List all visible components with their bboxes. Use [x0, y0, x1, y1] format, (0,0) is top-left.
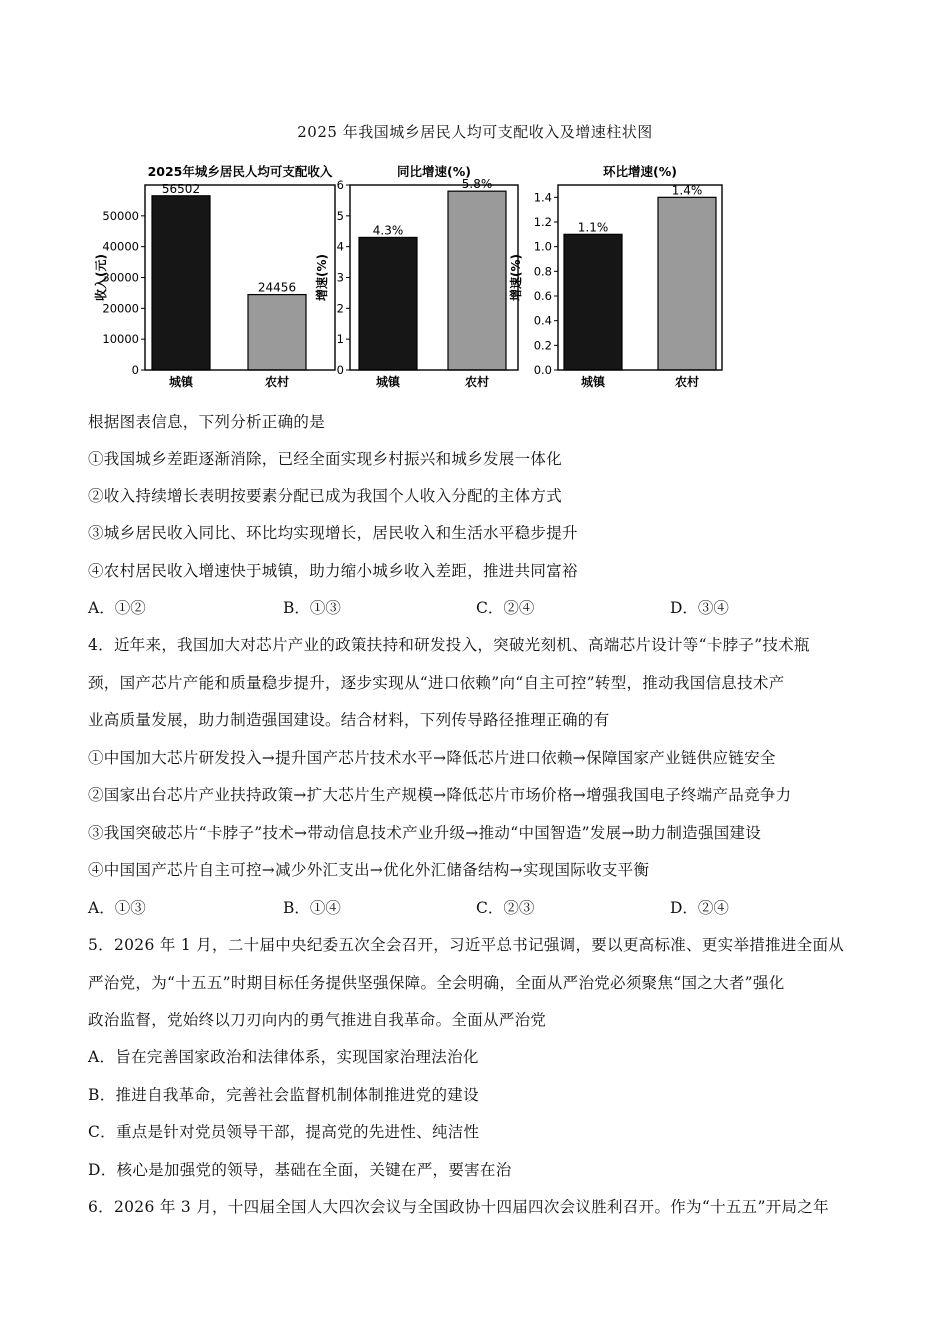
data-label: 24456 — [257, 280, 297, 295]
y-tick-label: 0 — [336, 363, 344, 377]
bar — [248, 295, 306, 370]
y-tick-label: 0.6 — [533, 289, 552, 303]
q3-option-b[interactable]: B．①③ — [283, 599, 341, 617]
q4-stem-line: 4．近年来，我国加大对芯片产业的政策扶持和研发投入，突破光刻机、高端芯片设计等“卡脖子”技术瓶 — [88, 636, 810, 654]
y-tick-label: 40000 — [102, 239, 139, 254]
income-chart-svg — [95, 158, 340, 393]
q4-option-d[interactable]: D．②④ — [670, 899, 729, 917]
data-label: 1.1% — [577, 220, 609, 235]
y-tick-label: 2 — [336, 301, 344, 316]
bar — [359, 237, 417, 370]
q3-item: ④农村居民收入增速快于城镇，助力缩小城乡收入差距，推进共同富裕 — [88, 562, 578, 580]
bar — [448, 191, 506, 370]
q3-option-c[interactable]: C．②④ — [476, 599, 535, 617]
y-tick-label: 3 — [336, 270, 344, 285]
x-tick-label: 城镇 — [580, 375, 606, 389]
q5-option-c[interactable]: C．重点是针对党员领导干部，提高党的先进性、纯洁性 — [88, 1123, 480, 1141]
q4-item: ①中国加大芯片研发投入→提升国产芯片技术水平→降低芯片进口依赖→保障国家产业链供应链安全 — [88, 749, 776, 767]
q5-stem-line: 5．2026 年 1 月，二十届中央纪委五次全会召开，习近平总书记强调，要以更高标准、更实举措推进全面从 — [88, 936, 845, 954]
q4-item: ③我国突破芯片“卡脖子”技术→带动信息技术产业升级→推动“中国智造”发展→助力制造强国建设 — [88, 824, 762, 842]
q5-stem-line: 政治监督，党始终以刀刃向内的勇气推进自我革命。全面从严治党 — [88, 1011, 547, 1029]
data-label: 1.4% — [671, 183, 703, 198]
x-tick-label: 农村 — [674, 375, 700, 389]
q6-stem-line: 6．2026 年 3 月，十四届全国人大四次会议与全国政协十四届四次会议胜利召开。作为“十五五”开局之年 — [88, 1198, 829, 1216]
chart-title: 2025年城乡居民人均可支配收入 — [147, 164, 333, 179]
y-tick-label: 1 — [336, 332, 344, 347]
q3-item: ②收入持续增长表明按要素分配已成为我国个人收入分配的主体方式 — [88, 487, 563, 505]
y-tick-label: 30000 — [102, 270, 139, 285]
y-tick-label: 20000 — [102, 301, 139, 316]
q4-option-c[interactable]: C．②③ — [476, 899, 535, 917]
bar — [658, 197, 716, 370]
y-tick-label: 6 — [336, 178, 344, 192]
y-tick-label: 1.2 — [533, 215, 552, 229]
x-tick-label: 农村 — [464, 375, 490, 389]
income-chart — [95, 158, 340, 397]
chart-title: 环比增速(%) — [603, 164, 677, 179]
q3-item: ①我国城乡差距逐渐消除，已经全面实现乡村振兴和城乡发展一体化 — [88, 450, 563, 468]
q5-option-b[interactable]: B．推进自我革命，完善社会监督机制体制推进党的建设 — [88, 1086, 479, 1104]
q4-item: ②国家出台芯片产业扶持政策→扩大芯片生产规模→降低芯片市场价格→增强我国电子终端产品竞争力 — [88, 786, 792, 804]
y-tick-label: 0.4 — [533, 313, 552, 328]
q5-option-a[interactable]: A．旨在完善国家政治和法律体系，实现国家治理法治化 — [88, 1048, 479, 1066]
y-tick-label: 0 — [131, 363, 139, 377]
yoy-growth-chart-svg — [315, 158, 523, 393]
chart-title: 同比增速(%) — [397, 164, 471, 179]
y-tick-label: 5 — [336, 208, 344, 223]
q4-stem-line: 业高质量发展，助力制造强国建设。结合材料，下列传导路径推理正确的有 — [88, 711, 610, 729]
q4-item: ④中国国产芯片自主可控→减少外汇支出→优化外汇储备结构→实现国际收支平衡 — [88, 861, 650, 879]
y-tick-label: 0.2 — [533, 338, 552, 353]
y-axis-label: 收入(元) — [94, 254, 108, 301]
q4-option-a[interactable]: A．①③ — [88, 899, 146, 917]
q3-option-a[interactable]: A．①② — [88, 599, 146, 617]
y-tick-label: 4 — [336, 239, 344, 254]
y-tick-label: 1.0 — [533, 239, 552, 254]
bar — [564, 234, 622, 370]
q3-option-d[interactable]: D．③④ — [670, 599, 729, 617]
data-label: 56502 — [161, 181, 201, 196]
q4-option-b[interactable]: B．①④ — [283, 899, 341, 917]
mom-growth-chart — [509, 158, 727, 397]
mom-growth-chart-svg — [509, 158, 727, 393]
x-tick-label: 城镇 — [375, 375, 401, 389]
q3-item: ③城乡居民收入同比、环比均实现增长，居民收入和生活水平稳步提升 — [88, 524, 578, 542]
data-label: 5.8% — [461, 177, 493, 192]
y-tick-label: 1.4 — [533, 190, 552, 205]
q4-stem-line: 颈，国产芯片产能和质量稳步提升，逐步实现从“进口依赖”向“自主可控”转型，推动我国信息技术产 — [88, 674, 785, 692]
data-label: 4.3% — [372, 223, 404, 238]
q3-stem: 根据图表信息，下列分析正确的是 — [88, 413, 326, 431]
y-tick-label: 50000 — [102, 208, 139, 223]
x-tick-label: 农村 — [264, 375, 290, 389]
y-tick-label: 10000 — [102, 332, 139, 347]
y-axis-label: 增速(%) — [509, 254, 523, 301]
y-tick-label: 0.0 — [533, 363, 552, 377]
y-axis-label: 增速(%) — [315, 254, 329, 301]
y-tick-label: 0.8 — [533, 264, 552, 279]
q5-stem-line: 严治党，为“十五五”时期目标任务提供坚强保障。全会明确，全面从严治党必须聚焦“国之大者”强化 — [88, 974, 785, 992]
yoy-growth-chart — [315, 158, 523, 397]
bar — [152, 196, 210, 370]
x-tick-label: 城镇 — [168, 375, 194, 389]
figure-title: 2025 年我国城乡居民人均可支配收入及增速柱状图 — [297, 123, 653, 141]
q5-option-d[interactable]: D．核心是加强党的领导，基础在全面，关键在严，要害在治 — [88, 1161, 512, 1179]
